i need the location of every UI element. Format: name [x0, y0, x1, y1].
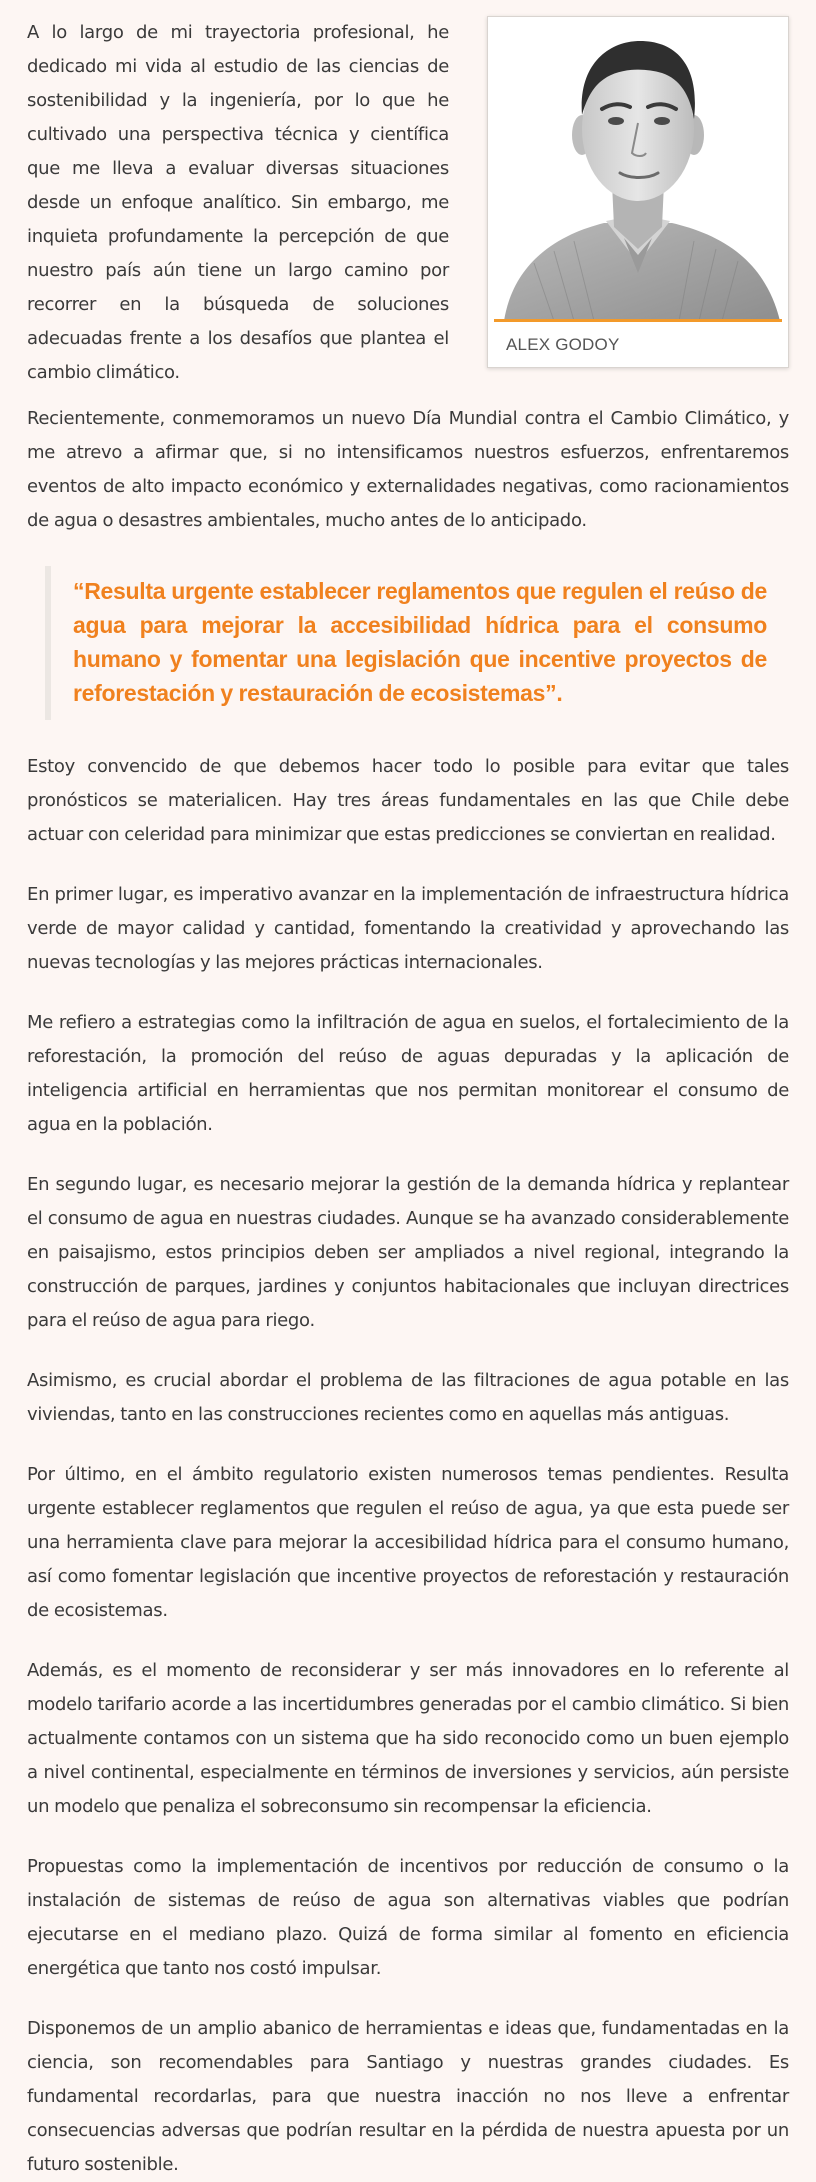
article-body [27, 750, 789, 2182]
body-paragraph-8: Propuestas como la implementación de incentivos por reducción de consumo o la instalación de sistemas de reúso de agua son alternativas viables que podrían ejecutarse en el mediano plazo. Quizá de forma similar al fomento en eficiencia energética que tanto nos costó impulsar. [27, 1856, 789, 1979]
author-portrait-illustration [494, 23, 782, 321]
author-divider [494, 319, 782, 322]
body-paragraph-6: Por último, en el ámbito regulatorio existen numerosos temas pendientes. Resulta urgente establecer reglamentos que regulen el reúso de agua, ya que esta puede ser una herramienta clave para mejorar la accesibilidad hídrica para el consumo humano, así como fomentar legislación que incentive proyectos de reforestación y restauración de ecosistemas. [27, 1464, 789, 1621]
intro-paragraph-1: A lo largo de mi trayectoria profesional, he dedicado mi vida al estudio de las ciencias de sostenibilidad y la ingeniería, por lo que he cultivado una perspectiva técnica y científica que me lleva a evaluar diversas situaciones desde un enfoque analítico. Sin embargo, me inquieta profundamente la percepción de que nuestro país aún tiene un largo camino por recorrer en la búsqueda de soluciones adecuadas frente a los desafíos que plantea el cambio climático. [27, 22, 449, 383]
intro-paragraph-2: Recientemente, conmemoramos un nuevo Día Mundial contra el Cambio Climático, y me atrevo a afirmar que, si no intensificamos nuestros esfuerzos, enfrentaremos eventos de alto impacto económico y externalidades negativas, como racionamientos de agua o desastres ambientales, mucho antes de lo anticipado. [27, 408, 789, 531]
body-paragraph-2: En primer lugar, es imperativo avanzar en la implementación de infraestructura hídrica verde de mayor calidad y cantidad, fomentando la creatividad y aprovechando las nuevas tecnologías y las mejores prácticas internacionales. [27, 884, 789, 973]
body-paragraph-4: En segundo lugar, es necesario mejorar la gestión de la demanda hídrica y replantear el consumo de agua en nuestras ciudades. Aunque se ha avanzado considerablemente en paisajismo, estos principios deben ser ampliados a nivel regional, integrando la construcción de parques, jardines y conjuntos habitacionales que incluyan directrices para el reúso de agua para riego. [27, 1174, 789, 1331]
article-lead [27, 16, 789, 538]
author-name: ALEX GODOY [506, 335, 620, 354]
body-paragraph-5: Asimismo, es crucial abordar el problema de las filtraciones de agua potable en las viviendas, tanto en las construcciones recientes como en aquellas más antiguas. [27, 1370, 789, 1425]
body-paragraph-9: Disponemos de un amplio abanico de herramientas e ideas que, fundamentadas en la ciencia, son recomendables para Santiago y nuestras grandes ciudades. Es fundamental recordarlas, para que nuestra inacción no nos lleve a enfrentar consecuencias adversas que podrían resultar en la pérdida de nuestra apuesta por un futuro sostenible. [27, 2018, 789, 2175]
pullquote [45, 566, 789, 720]
body-paragraph-7: Además, es el momento de reconsiderar y ser más innovadores en lo referente al modelo tarifario acorde a las incertidumbres generadas por el cambio climático. Si bien actualmente contamos con un sistema que ha sido reconocido como un buen ejemplo a nivel continental, especialmente en términos de inversiones y servicios, aún persiste un modelo que penaliza el sobreconsumo sin recompensar la eficiencia. [27, 1660, 789, 1817]
author-photo [494, 23, 782, 321]
pullquote-text: “Resulta urgente establecer reglamentos que regulen el reúso de agua para mejorar la accesibilidad hídrica para el consumo humano y fomentar una legislación que incentive proyectos de reforestación y restauración de ecosistemas”. [73, 578, 767, 706]
body-paragraph-1: Estoy convencido de que debemos hacer todo lo posible para evitar que tales pronósticos se materialicen. Hay tres áreas fundamentales en las que Chile debe actuar con celeridad para minimizar que estas predicciones se conviertan en realidad. [27, 756, 789, 845]
author-card [487, 16, 789, 368]
body-paragraph-3: Me refiero a estrategias como la infiltración de agua en suelos, el fortalecimiento de la reforestación, la promoción del reúso de aguas depuradas y la aplicación de inteligencia artificial en herramientas que nos permitan monitorear el consumo de agua en la población. [27, 1012, 789, 1135]
